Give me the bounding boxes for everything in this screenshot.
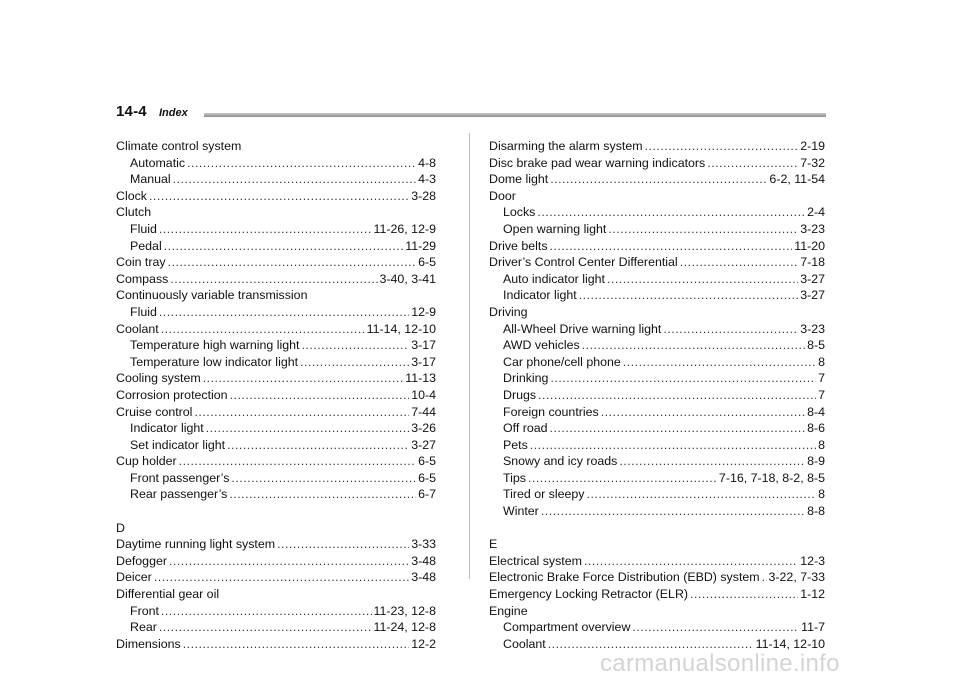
page-reference: 6-5 <box>418 454 436 469</box>
index-entry[interactable] <box>116 553 436 570</box>
index-entry[interactable] <box>116 387 436 404</box>
page-reference: 11-13 <box>405 371 436 386</box>
page-reference: 3-27 <box>800 288 825 303</box>
dot-leader <box>231 470 416 487</box>
dot-leader <box>608 221 798 238</box>
dot-leader <box>707 155 798 172</box>
page-reference: 12-2 <box>411 636 436 651</box>
index-subentry[interactable] <box>116 337 436 354</box>
dot-leader <box>169 553 409 570</box>
index-term: Coolant <box>503 636 546 651</box>
dot-leader <box>587 486 817 503</box>
index-subentry[interactable] <box>489 354 825 371</box>
index-term: Deicer <box>116 570 152 585</box>
index-subentry[interactable] <box>116 155 436 172</box>
watermark: carmanualsonline.info <box>600 650 840 677</box>
index-term: Daytime running light system <box>116 537 276 552</box>
index-term: Drinking <box>503 371 549 386</box>
page-reference: 7 <box>818 371 825 386</box>
dot-leader <box>530 437 816 454</box>
index-subentry[interactable] <box>489 321 825 338</box>
page-reference: 11-14, 12-10 <box>366 321 436 336</box>
index-term: All-Wheel Drive warning light <box>503 321 662 336</box>
index-entry[interactable] <box>489 254 825 271</box>
index-subentry[interactable] <box>489 420 825 437</box>
index-term: Drugs <box>503 387 537 402</box>
dot-leader <box>203 370 404 387</box>
page-reference: 3-17 <box>411 338 436 353</box>
dot-leader <box>159 221 372 238</box>
dot-leader <box>227 437 409 454</box>
index-column-right <box>489 138 825 652</box>
page-reference: 8 <box>818 487 825 502</box>
dot-leader <box>277 536 409 553</box>
index-subentry[interactable] <box>489 437 825 454</box>
page-reference: 8-4 <box>807 404 825 419</box>
dot-leader <box>579 287 798 304</box>
page-reference: 7 <box>818 387 825 402</box>
page-reference: 7-16, 7-18, 8-2, 8-5 <box>718 470 825 485</box>
index-subentry[interactable] <box>489 204 825 221</box>
dot-leader <box>230 387 410 404</box>
dot-leader <box>762 569 767 586</box>
index-entry[interactable] <box>116 536 436 553</box>
index-entry[interactable] <box>489 155 825 172</box>
index-term: Snowy and icy roads <box>503 454 618 469</box>
dot-leader <box>680 254 799 271</box>
index-term: Driver’s Control Center Differential <box>489 255 678 270</box>
dot-leader <box>179 453 416 470</box>
index-heading: Driving <box>489 304 528 319</box>
section-title: Index <box>159 107 188 119</box>
index-subentry[interactable] <box>116 304 436 321</box>
page-reference: 8-6 <box>807 421 825 436</box>
dot-leader <box>154 569 409 586</box>
index-entry[interactable] <box>116 636 436 653</box>
dot-leader <box>183 636 409 653</box>
index-term: Drive belts <box>489 238 548 253</box>
index-subentry[interactable] <box>116 486 436 503</box>
index-term: Disarming the alarm system <box>489 139 643 153</box>
index-entry[interactable] <box>116 569 436 586</box>
dot-leader <box>168 254 416 271</box>
page-reference: 2-4 <box>807 205 825 220</box>
page-reference: 11-23, 12-8 <box>373 603 436 618</box>
index-subentry[interactable] <box>116 603 436 620</box>
dot-leader <box>170 271 377 288</box>
index-term: Defogger <box>116 553 167 568</box>
index-subentry[interactable] <box>116 171 436 188</box>
index-entry[interactable] <box>489 238 825 255</box>
index-subentry[interactable] <box>489 619 825 636</box>
page-reference: 3-23 <box>800 321 825 336</box>
dot-leader <box>194 404 409 421</box>
dot-leader <box>161 321 365 338</box>
index-heading: Engine <box>489 603 528 618</box>
index-term: Coin tray <box>116 255 166 270</box>
index-subentry[interactable] <box>116 420 436 437</box>
page-reference: 11-29 <box>405 238 436 253</box>
dot-leader <box>663 321 798 338</box>
index-entry[interactable] <box>116 254 436 271</box>
page-reference: 12-9 <box>411 304 436 319</box>
dot-leader <box>229 486 416 503</box>
index-entry[interactable] <box>489 171 825 188</box>
dot-leader <box>164 238 404 255</box>
dot-leader <box>173 171 416 188</box>
page-reference: 6-7 <box>418 487 436 502</box>
index-term: Pedal <box>130 238 162 253</box>
dot-leader <box>550 370 816 387</box>
page-reference: 4-3 <box>418 172 436 187</box>
index-term: Open warning light <box>503 221 607 236</box>
index-term: Cruise control <box>116 404 193 419</box>
page-number: 14-4 <box>116 103 147 120</box>
index-entry[interactable] <box>489 586 825 603</box>
page-reference: 7-18 <box>800 255 825 270</box>
page-reference: 8 <box>818 437 825 452</box>
page-reference: 2-19 <box>800 139 825 153</box>
index-term: Rear passenger’s <box>130 487 228 502</box>
page-reference: 3-28 <box>411 188 436 203</box>
index-term: Set indicator light <box>130 437 226 452</box>
index-term: Pets <box>503 437 528 452</box>
page-reference: 3-26 <box>411 421 436 436</box>
dot-leader <box>690 586 798 603</box>
index-term: Temperature high warning light <box>130 338 300 353</box>
page-reference: 6-5 <box>418 470 436 485</box>
index-letter-heading: E <box>489 537 498 552</box>
index-term: Emergency Locking Retractor (ELR) <box>489 587 689 602</box>
dot-leader <box>632 619 799 636</box>
index-entry[interactable] <box>116 188 436 205</box>
index-subentry[interactable] <box>116 619 436 636</box>
index-term: Dimensions <box>116 636 181 651</box>
index-term: Car phone/cell phone <box>503 354 621 369</box>
dot-leader <box>161 603 372 620</box>
index-term: Disc brake pad wear warning indicators <box>489 155 706 170</box>
page-reference: 6-5 <box>418 255 436 270</box>
page-reference: 7-44 <box>411 404 436 419</box>
dot-leader <box>300 354 409 371</box>
index-entry[interactable] <box>489 569 825 586</box>
index-subentry[interactable] <box>116 238 436 255</box>
dot-leader <box>601 404 805 421</box>
index-subentry[interactable] <box>489 271 825 288</box>
index-subentry[interactable] <box>116 221 436 238</box>
index-term: Indicator light <box>503 288 577 303</box>
index-term: Cup holder <box>116 454 177 469</box>
index-heading: Clutch <box>116 205 152 220</box>
page-reference: 11-14, 12-10 <box>755 636 825 651</box>
dot-leader <box>159 619 372 636</box>
dot-leader <box>541 503 805 520</box>
dot-leader <box>206 420 409 437</box>
index-term: Manual <box>130 172 171 187</box>
page-header <box>116 103 826 123</box>
page-reference: 11-7 <box>801 620 825 635</box>
index-entry[interactable] <box>116 453 436 470</box>
index-subentry[interactable] <box>489 470 825 487</box>
index-term: Cooling system <box>116 371 201 386</box>
page-reference: 8-5 <box>807 338 825 353</box>
index-entry[interactable] <box>116 271 436 288</box>
index-subentry[interactable] <box>116 354 436 371</box>
index-term: Automatic <box>130 155 186 170</box>
index-entry[interactable] <box>489 138 825 155</box>
index-subentry[interactable] <box>489 221 825 238</box>
page-reference: 10-4 <box>411 387 436 402</box>
page-reference: 3-22, 7-33 <box>768 570 825 585</box>
index-term: Electrical system <box>489 553 582 568</box>
index-entry[interactable] <box>116 321 436 338</box>
dot-leader <box>607 271 798 288</box>
index-term: Temperature low indicator light <box>130 354 299 369</box>
page-reference: 4-8 <box>418 155 436 170</box>
page-reference: 8-8 <box>807 504 825 519</box>
dot-leader <box>187 155 416 172</box>
index-term: Electronic Brake Force Distribution (EBD) system <box>489 570 760 585</box>
index-subentry[interactable] <box>489 404 825 421</box>
index-term: Locks <box>503 205 536 220</box>
page-reference: 7-32 <box>800 155 825 170</box>
index-heading: Continuously variable transmission <box>116 288 308 303</box>
dot-leader <box>645 138 799 155</box>
page-reference: 6-2, 11-54 <box>769 172 825 187</box>
page-reference: 3-27 <box>800 271 825 286</box>
index-term: Foreign countries <box>503 404 599 419</box>
page-reference: 3-23 <box>800 221 825 236</box>
page-reference: 11-20 <box>794 238 825 253</box>
dot-leader <box>623 354 816 371</box>
index-term: Off road <box>503 421 548 436</box>
column-divider <box>469 133 470 579</box>
index-subentry[interactable] <box>489 370 825 387</box>
dot-leader <box>550 238 793 255</box>
index-term: AWD vehicles <box>503 338 580 353</box>
dot-leader <box>538 387 816 404</box>
header-rule <box>204 113 826 117</box>
index-subentry[interactable] <box>116 437 436 454</box>
index-entry[interactable] <box>116 404 436 421</box>
index-heading: Differential gear oil <box>116 587 220 602</box>
page-reference: 8 <box>818 354 825 369</box>
page-reference: 3-48 <box>411 570 436 585</box>
dot-leader <box>149 188 409 205</box>
index-subentry[interactable] <box>489 503 825 520</box>
index-letter-heading: D <box>116 520 125 535</box>
index-term: Compass <box>116 271 169 286</box>
dot-leader <box>582 337 805 354</box>
index-term: Tips <box>503 470 526 485</box>
page-reference: 8-9 <box>807 454 825 469</box>
index-term: Auto indicator light <box>503 271 605 286</box>
index-entry[interactable] <box>489 553 825 570</box>
index-term: Corrosion protection <box>116 387 228 402</box>
index-subentry[interactable] <box>489 486 825 503</box>
page-reference: 3-27 <box>411 437 436 452</box>
dot-leader <box>528 470 717 487</box>
dot-leader <box>301 337 409 354</box>
index-entry[interactable] <box>116 370 436 387</box>
index-heading: Door <box>489 188 516 203</box>
index-subentry[interactable] <box>116 470 436 487</box>
index-column-left <box>116 138 436 652</box>
index-subentry[interactable] <box>489 337 825 354</box>
index-term: Rear <box>130 620 157 635</box>
index-term: Front passenger’s <box>130 470 230 485</box>
page-reference: 11-26, 12-9 <box>373 221 436 236</box>
index-term: Indicator light <box>130 421 204 436</box>
index-term: Fluid <box>130 221 157 236</box>
page-reference: 12-3 <box>800 553 825 568</box>
page-reference: 3-40, 3-41 <box>379 271 436 286</box>
index-gap <box>489 520 825 537</box>
index-term: Clock <box>116 188 147 203</box>
dot-leader <box>550 171 767 188</box>
index-term: Compartment overview <box>503 620 631 635</box>
index-gap <box>116 503 436 520</box>
index-term: Winter <box>503 504 539 519</box>
page-reference: 3-17 <box>411 354 436 369</box>
dot-leader <box>537 204 805 221</box>
index-term: Front <box>130 603 159 618</box>
page-reference: 1-12 <box>800 587 825 602</box>
dot-leader <box>159 304 409 321</box>
dot-leader <box>550 420 806 437</box>
dot-leader <box>619 453 805 470</box>
index-term: Dome light <box>489 172 549 187</box>
index-term: Coolant <box>116 321 159 336</box>
index-heading: Climate control system <box>116 139 242 153</box>
page-reference: 3-33 <box>411 537 436 552</box>
dot-leader <box>584 553 798 570</box>
index-term: Tired or sleepy <box>503 487 585 502</box>
page-reference: 3-48 <box>411 553 436 568</box>
index-subentry[interactable] <box>489 287 825 304</box>
page-reference: 11-24, 12-8 <box>373 620 436 635</box>
index-subentry[interactable] <box>489 387 825 404</box>
index-term: Fluid <box>130 304 157 319</box>
index-subentry[interactable] <box>489 453 825 470</box>
